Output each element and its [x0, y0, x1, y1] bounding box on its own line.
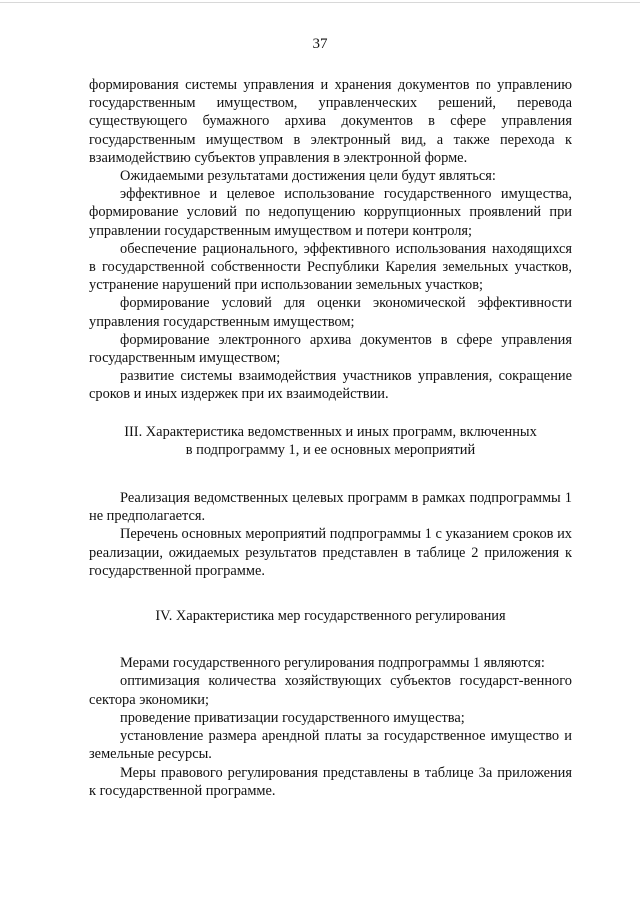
paragraph: Ожидаемыми результатами достижения цели будут являться: [120, 168, 496, 185]
paragraph: развитие системы взаимодействия участников управления, сокращение сроков и иных издержек при их взаимодействии. [89, 368, 572, 403]
section-3-heading-line: III. Характеристика ведомственных и иных программ, включенных [124, 423, 537, 440]
paragraph: проведение приватизации государственного имущества; [120, 709, 465, 726]
section-3-heading [89, 423, 572, 459]
paragraph: установление размера арендной платы за государственное имущество и земельные ресурсы. [89, 728, 572, 763]
paragraph: обеспечение рационального, эффективного использования находящихся в государственной собственности Республики Карелия земельных участков, устранение нарушений при использовании земельных участков; [89, 240, 572, 294]
scan-top-edge [0, 2, 640, 3]
paragraph: Мерами государственного регулирования подпрограммы 1 являются: [120, 655, 545, 672]
page-number: 37 [312, 36, 328, 52]
section-3-heading-line: в подпрограмму 1, и ее основных мероприятий [185, 441, 476, 458]
paragraph: Перечень основных мероприятий подпрограммы 1 с указанием сроков их реализации, ожидаемых результатов представлен в таблице 2 приложения к государственной программе. [89, 526, 572, 579]
paragraph: формирование электронного архива документов в сфере управления государственным имуществом; [89, 331, 572, 367]
paragraph: оптимизация количества хозяйствующих субъектов государст-венного сектора экономики; [89, 673, 572, 708]
document-body [89, 76, 572, 800]
paragraph: Меры правового регулирования представлены в таблице 3а приложения к государственной программе. [89, 764, 572, 799]
paragraph: эффективное и целевое использование государственного имущества, формирование условий по недопущению коррупционных проявлений при управлении государственным имуществом и потери контроля; [89, 186, 572, 239]
paragraph: формирования системы управления и хранения документов по управлению государственным имуществом, управленческих решений, перевода существующего бумажного архива документов в сфере управления государственным имуществом в электронный вид, а также перехода к взаимодействию субъектов управления в электронной форме. [89, 77, 572, 166]
paragraph: формирование условий для оценки экономической эффективности управления государственным имуществом; [89, 295, 572, 330]
section-4-heading: IV. Характеристика мер государственного регулирования [155, 608, 506, 625]
paragraph: Реализация ведомственных целевых программ в рамках подпрограммы 1 не предполагается. [89, 490, 572, 525]
